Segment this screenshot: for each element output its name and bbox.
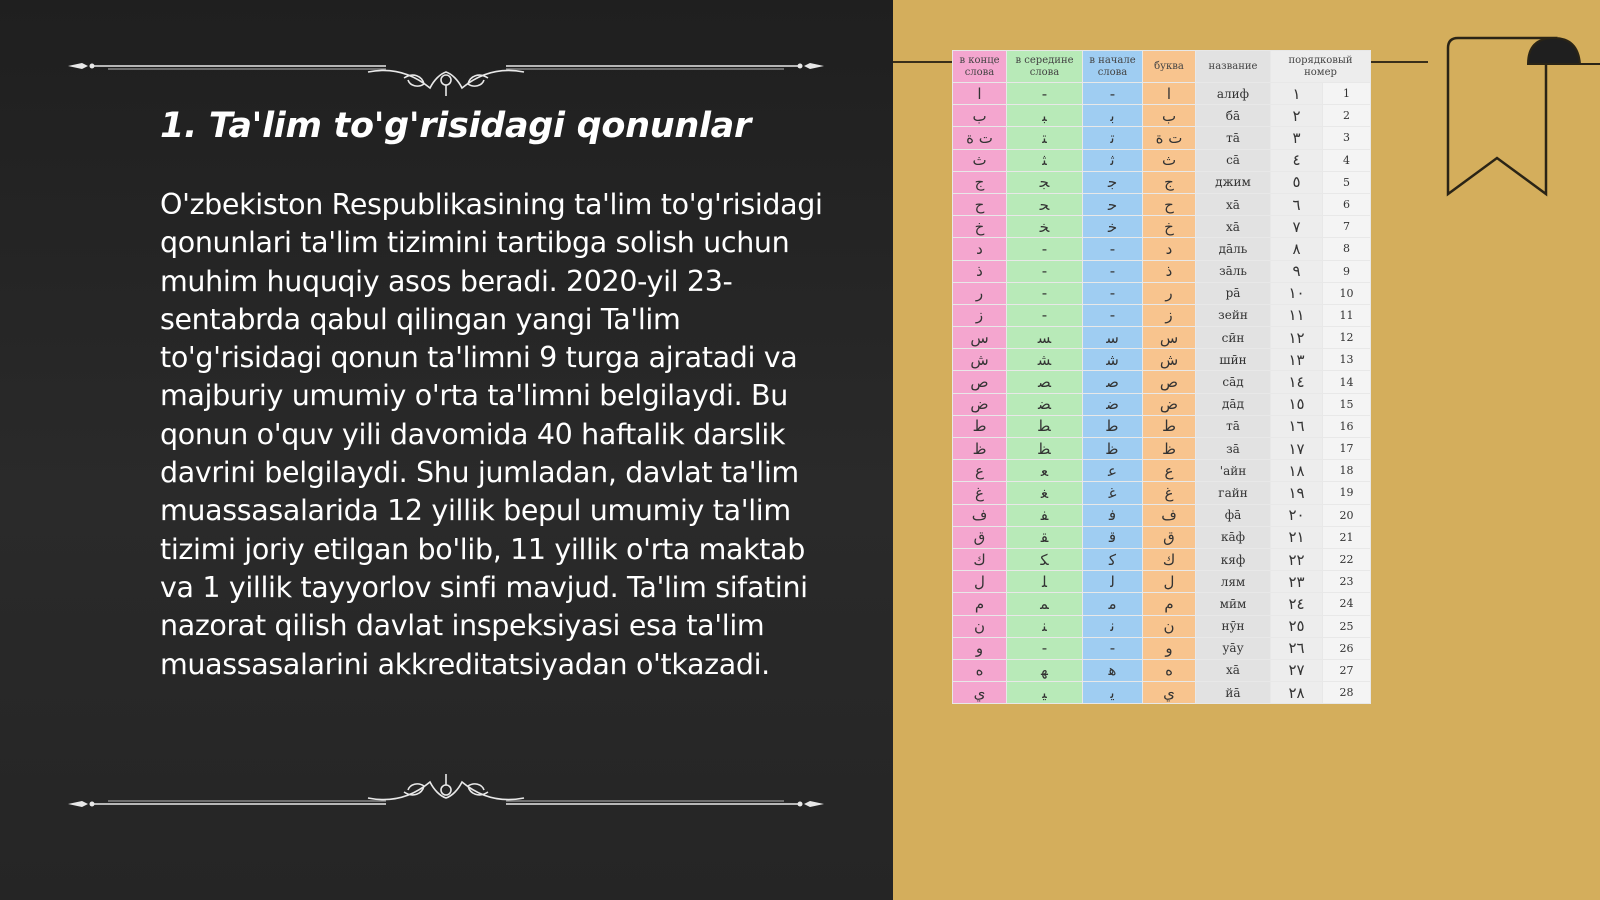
arabic-number-cell: ١٢	[1271, 327, 1323, 349]
arabic-number-cell: ٢٨	[1271, 682, 1323, 704]
letter-name-cell: гайн	[1196, 482, 1271, 504]
end-form-cell: ا	[953, 83, 1007, 105]
middle-form-cell: ﻘ	[1007, 526, 1083, 548]
initial-form-cell: ﻣ	[1083, 593, 1143, 615]
middle-form-cell: ﺜ	[1007, 149, 1083, 171]
number-cell: 4	[1323, 149, 1371, 171]
initial-form-cell: -	[1083, 637, 1143, 659]
table-row	[953, 327, 1371, 349]
number-cell: 17	[1323, 438, 1371, 460]
number-cell: 27	[1323, 659, 1371, 681]
arabic-number-cell: ٢٦	[1271, 637, 1323, 659]
arabic-number-cell: ٢٢	[1271, 548, 1323, 570]
number-cell: 3	[1323, 127, 1371, 149]
table-row	[953, 593, 1371, 615]
table-row	[953, 548, 1371, 570]
arabic-number-cell: ٨	[1271, 238, 1323, 260]
letter-cell: ت ة	[1143, 127, 1196, 149]
table-row	[953, 171, 1371, 193]
letter-name-cell: хā	[1196, 193, 1271, 215]
number-cell: 9	[1323, 260, 1371, 282]
table-row	[953, 460, 1371, 482]
number-cell: 23	[1323, 571, 1371, 593]
letter-name-cell: хā	[1196, 216, 1271, 238]
letter-cell: ض	[1143, 393, 1196, 415]
letter-name-cell: дāд	[1196, 393, 1271, 415]
table-row	[953, 371, 1371, 393]
letter-cell: ر	[1143, 282, 1196, 304]
end-form-cell: ه	[953, 659, 1007, 681]
letter-name-cell: зāль	[1196, 260, 1271, 282]
end-form-cell: ر	[953, 282, 1007, 304]
letter-name-cell: мӣм	[1196, 593, 1271, 615]
number-cell: 24	[1323, 593, 1371, 615]
middle-form-cell: ﺨ	[1007, 216, 1083, 238]
letter-cell: ز	[1143, 304, 1196, 326]
letter-name-cell: лям	[1196, 571, 1271, 593]
bookmark-ribbon-icon	[1428, 34, 1600, 204]
table-row	[953, 526, 1371, 548]
letter-name-cell: бā	[1196, 105, 1271, 127]
letter-name-cell: нӯн	[1196, 615, 1271, 637]
arabic-number-cell: ١٠	[1271, 282, 1323, 304]
letter-cell: ش	[1143, 349, 1196, 371]
letter-name-cell: рā	[1196, 282, 1271, 304]
middle-form-cell: ﺴ	[1007, 327, 1083, 349]
middle-form-cell: ﻔ	[1007, 504, 1083, 526]
initial-form-cell: ﻗ	[1083, 526, 1143, 548]
end-form-cell: م	[953, 593, 1007, 615]
letter-name-cell: кяф	[1196, 548, 1271, 570]
letter-cell: ه	[1143, 659, 1196, 681]
initial-form-cell: ﻧ	[1083, 615, 1143, 637]
letter-cell: م	[1143, 593, 1196, 615]
initial-form-cell: ﺷ	[1083, 349, 1143, 371]
end-form-cell: و	[953, 637, 1007, 659]
table-body	[953, 83, 1371, 704]
letter-cell: ح	[1143, 193, 1196, 215]
initial-form-cell: ﺧ	[1083, 216, 1143, 238]
letter-name-cell: уāу	[1196, 637, 1271, 659]
letter-cell: ع	[1143, 460, 1196, 482]
letter-cell: ظ	[1143, 438, 1196, 460]
end-form-cell: د	[953, 238, 1007, 260]
number-cell: 5	[1323, 171, 1371, 193]
end-form-cell: ل	[953, 571, 1007, 593]
number-cell: 8	[1323, 238, 1371, 260]
arabic-number-cell: ٢٣	[1271, 571, 1323, 593]
letter-name-cell: сā	[1196, 149, 1271, 171]
arabic-alphabet-table	[952, 50, 1371, 704]
letter-cell: ق	[1143, 526, 1196, 548]
letter-cell: ط	[1143, 415, 1196, 437]
table-row	[953, 127, 1371, 149]
table-row	[953, 304, 1371, 326]
table-row	[953, 216, 1371, 238]
end-form-cell: ع	[953, 460, 1007, 482]
end-form-cell: ي	[953, 682, 1007, 704]
initial-form-cell: -	[1083, 282, 1143, 304]
middle-form-cell: ﺒ	[1007, 105, 1083, 127]
table-row	[953, 238, 1371, 260]
initial-form-cell: ﻳ	[1083, 682, 1143, 704]
arabic-number-cell: ١١	[1271, 304, 1323, 326]
end-form-cell: غ	[953, 482, 1007, 504]
table-row	[953, 415, 1371, 437]
table-header-row	[953, 51, 1371, 83]
letter-name-cell: дāль	[1196, 238, 1271, 260]
letter-name-cell: тā	[1196, 415, 1271, 437]
letter-name-cell: йā	[1196, 682, 1271, 704]
header-name: название	[1196, 51, 1271, 83]
middle-form-cell: ﻈ	[1007, 438, 1083, 460]
letter-name-cell: алиф	[1196, 83, 1271, 105]
number-cell: 10	[1323, 282, 1371, 304]
middle-form-cell: ﻀ	[1007, 393, 1083, 415]
middle-form-cell: ﻨ	[1007, 615, 1083, 637]
table-row	[953, 571, 1371, 593]
header-middle-of-word: в середине слова	[1007, 51, 1083, 83]
number-cell: 26	[1323, 637, 1371, 659]
letter-cell: د	[1143, 238, 1196, 260]
letter-cell: ف	[1143, 504, 1196, 526]
number-cell: 2	[1323, 105, 1371, 127]
letter-cell: س	[1143, 327, 1196, 349]
letter-name-cell: сāд	[1196, 371, 1271, 393]
arabic-number-cell: ١٣	[1271, 349, 1323, 371]
arabic-number-cell: ١٩	[1271, 482, 1323, 504]
arabic-number-cell: ٢٧	[1271, 659, 1323, 681]
initial-form-cell: ﺗ	[1083, 127, 1143, 149]
table-row	[953, 438, 1371, 460]
middle-form-cell: -	[1007, 83, 1083, 105]
arabic-number-cell: ٢١	[1271, 526, 1323, 548]
arabic-number-cell: ٢٠	[1271, 504, 1323, 526]
table-row	[953, 393, 1371, 415]
initial-form-cell: -	[1083, 260, 1143, 282]
initial-form-cell: ﻛ	[1083, 548, 1143, 570]
end-form-cell: خ	[953, 216, 1007, 238]
arabic-number-cell: ٢٤	[1271, 593, 1323, 615]
initial-form-cell: -	[1083, 238, 1143, 260]
arabic-number-cell: ٥	[1271, 171, 1323, 193]
middle-form-cell: ﺘ	[1007, 127, 1083, 149]
flourish-divider-icon	[68, 772, 824, 812]
decorative-line	[1368, 61, 1428, 63]
initial-form-cell: -	[1083, 83, 1143, 105]
initial-form-cell: ﻇ	[1083, 438, 1143, 460]
end-form-cell: س	[953, 327, 1007, 349]
table-row	[953, 282, 1371, 304]
number-cell: 6	[1323, 193, 1371, 215]
letter-cell: خ	[1143, 216, 1196, 238]
table-row	[953, 193, 1371, 215]
middle-form-cell: -	[1007, 637, 1083, 659]
number-cell: 21	[1323, 526, 1371, 548]
initial-form-cell: ﺛ	[1083, 149, 1143, 171]
middle-form-cell: ﺸ	[1007, 349, 1083, 371]
number-cell: 16	[1323, 415, 1371, 437]
number-cell: 18	[1323, 460, 1371, 482]
flourish-divider-icon	[68, 58, 824, 98]
middle-form-cell: ﻤ	[1007, 593, 1083, 615]
middle-form-cell: ﻐ	[1007, 482, 1083, 504]
arabic-number-cell: ٩	[1271, 260, 1323, 282]
number-cell: 11	[1323, 304, 1371, 326]
initial-form-cell: ﻟ	[1083, 571, 1143, 593]
end-form-cell: ث	[953, 149, 1007, 171]
initial-form-cell: -	[1083, 304, 1143, 326]
table-row	[953, 637, 1371, 659]
letter-cell: ل	[1143, 571, 1196, 593]
initial-form-cell: ﺑ	[1083, 105, 1143, 127]
letter-name-cell: джим	[1196, 171, 1271, 193]
end-form-cell: ش	[953, 349, 1007, 371]
letter-cell: ص	[1143, 371, 1196, 393]
letter-name-cell: шӣн	[1196, 349, 1271, 371]
end-form-cell: ت ة	[953, 127, 1007, 149]
letter-name-cell: тā	[1196, 127, 1271, 149]
arabic-number-cell: ١٤	[1271, 371, 1323, 393]
table-row	[953, 682, 1371, 704]
end-form-cell: ط	[953, 415, 1007, 437]
initial-form-cell: ﻏ	[1083, 482, 1143, 504]
header-start-of-word: в начале слова	[1083, 51, 1143, 83]
end-form-cell: ض	[953, 393, 1007, 415]
middle-form-cell: ﻜ	[1007, 548, 1083, 570]
table-row	[953, 659, 1371, 681]
end-form-cell: ذ	[953, 260, 1007, 282]
number-cell: 28	[1323, 682, 1371, 704]
slide-body-text: O'zbekiston Respublikasining ta'lim to'g'risidagi qonunlari ta'lim tizimini tartibga solish uchun muhim huquqiy asos beradi. 2020-yil 23-sentabrda qabul qilingan yangi Ta'lim to'g'risidagi qonun ta'limni 9 turga ajratadi va majburiy umumiy o'rta ta'limni belgilaydi. Bu qonun o'quv yili davomida 40 haftalik darslik davrini belgilaydi. Shu jumladan, davlat ta'lim muassasalarida 12 yillik bepul umumiy ta'lim tizimi joriy etilgan bo'lib, 11 yillik o'rta maktab va 1 yillik tayyorlov sinfi mavjud. Ta'lim sifatini nazorat qilish davlat inspeksiyasi esa ta'lim muassasalarini akkreditatsiyadan o'tkazadi.	[160, 188, 823, 681]
header-end-of-word: в конце слова	[953, 51, 1007, 83]
initial-form-cell: ﺣ	[1083, 193, 1143, 215]
end-form-cell: ك	[953, 548, 1007, 570]
initial-form-cell: ﻋ	[1083, 460, 1143, 482]
initial-form-cell: ﻓ	[1083, 504, 1143, 526]
letter-cell: و	[1143, 637, 1196, 659]
arabic-number-cell: ٦	[1271, 193, 1323, 215]
end-form-cell: ن	[953, 615, 1007, 637]
end-form-cell: ظ	[953, 438, 1007, 460]
arabic-number-cell: ١٥	[1271, 393, 1323, 415]
number-cell: 1	[1323, 83, 1371, 105]
number-cell: 25	[1323, 615, 1371, 637]
header-ordinal: порядковый номер	[1271, 51, 1371, 83]
number-cell: 15	[1323, 393, 1371, 415]
number-cell: 19	[1323, 482, 1371, 504]
number-cell: 12	[1323, 327, 1371, 349]
arabic-number-cell: ١٨	[1271, 460, 1323, 482]
letter-name-cell: сӣн	[1196, 327, 1271, 349]
initial-form-cell: ﺳ	[1083, 327, 1143, 349]
number-cell: 22	[1323, 548, 1371, 570]
letter-name-cell: хā	[1196, 659, 1271, 681]
end-form-cell: ف	[953, 504, 1007, 526]
middle-form-cell: ﻠ	[1007, 571, 1083, 593]
middle-form-cell: ﻬ	[1007, 659, 1083, 681]
arabic-number-cell: ٢	[1271, 105, 1323, 127]
letter-cell: ث	[1143, 149, 1196, 171]
end-form-cell: ح	[953, 193, 1007, 215]
letter-cell: ك	[1143, 548, 1196, 570]
arabic-number-cell: ٤	[1271, 149, 1323, 171]
middle-form-cell: -	[1007, 304, 1083, 326]
end-form-cell: ص	[953, 371, 1007, 393]
table-row	[953, 83, 1371, 105]
number-cell: 14	[1323, 371, 1371, 393]
letter-name-cell: кāф	[1196, 526, 1271, 548]
arabic-number-cell: ١	[1271, 83, 1323, 105]
middle-form-cell: ﻌ	[1007, 460, 1083, 482]
initial-form-cell: ﺟ	[1083, 171, 1143, 193]
letter-name-cell: зейн	[1196, 304, 1271, 326]
letter-cell: ب	[1143, 105, 1196, 127]
header-letter: буква	[1143, 51, 1196, 83]
number-cell: 13	[1323, 349, 1371, 371]
letter-cell: ج	[1143, 171, 1196, 193]
letter-name-cell: фā	[1196, 504, 1271, 526]
end-form-cell: ب	[953, 105, 1007, 127]
end-form-cell: ق	[953, 526, 1007, 548]
middle-form-cell: ﻴ	[1007, 682, 1083, 704]
middle-form-cell: ﻄ	[1007, 415, 1083, 437]
number-cell: 20	[1323, 504, 1371, 526]
letter-cell: ن	[1143, 615, 1196, 637]
letter-cell: غ	[1143, 482, 1196, 504]
arabic-number-cell: ١٦	[1271, 415, 1323, 437]
middle-form-cell: ﺠ	[1007, 171, 1083, 193]
table-row	[953, 615, 1371, 637]
slide-title: 1. Ta'lim to'g'risidagi qonunlar	[160, 106, 751, 146]
letter-cell: ا	[1143, 83, 1196, 105]
decorative-line	[893, 61, 953, 63]
letter-cell: ذ	[1143, 260, 1196, 282]
letter-name-cell: зā	[1196, 438, 1271, 460]
middle-form-cell: -	[1007, 260, 1083, 282]
table-row	[953, 504, 1371, 526]
table-row	[953, 260, 1371, 282]
middle-form-cell: -	[1007, 238, 1083, 260]
letter-name-cell: 'айн	[1196, 460, 1271, 482]
initial-form-cell: ﺻ	[1083, 371, 1143, 393]
initial-form-cell: ﻫ	[1083, 659, 1143, 681]
table-row	[953, 149, 1371, 171]
middle-form-cell: ﺤ	[1007, 193, 1083, 215]
initial-form-cell: ﺿ	[1083, 393, 1143, 415]
end-form-cell: ج	[953, 171, 1007, 193]
arabic-number-cell: ٢٥	[1271, 615, 1323, 637]
letter-cell: ي	[1143, 682, 1196, 704]
middle-form-cell: ﺼ	[1007, 371, 1083, 393]
arabic-number-cell: ٣	[1271, 127, 1323, 149]
end-form-cell: ز	[953, 304, 1007, 326]
number-cell: 7	[1323, 216, 1371, 238]
table-row	[953, 349, 1371, 371]
table-row	[953, 482, 1371, 504]
middle-form-cell: -	[1007, 282, 1083, 304]
arabic-number-cell: ٧	[1271, 216, 1323, 238]
arabic-number-cell: ١٧	[1271, 438, 1323, 460]
initial-form-cell: ﻃ	[1083, 415, 1143, 437]
table-row	[953, 105, 1371, 127]
